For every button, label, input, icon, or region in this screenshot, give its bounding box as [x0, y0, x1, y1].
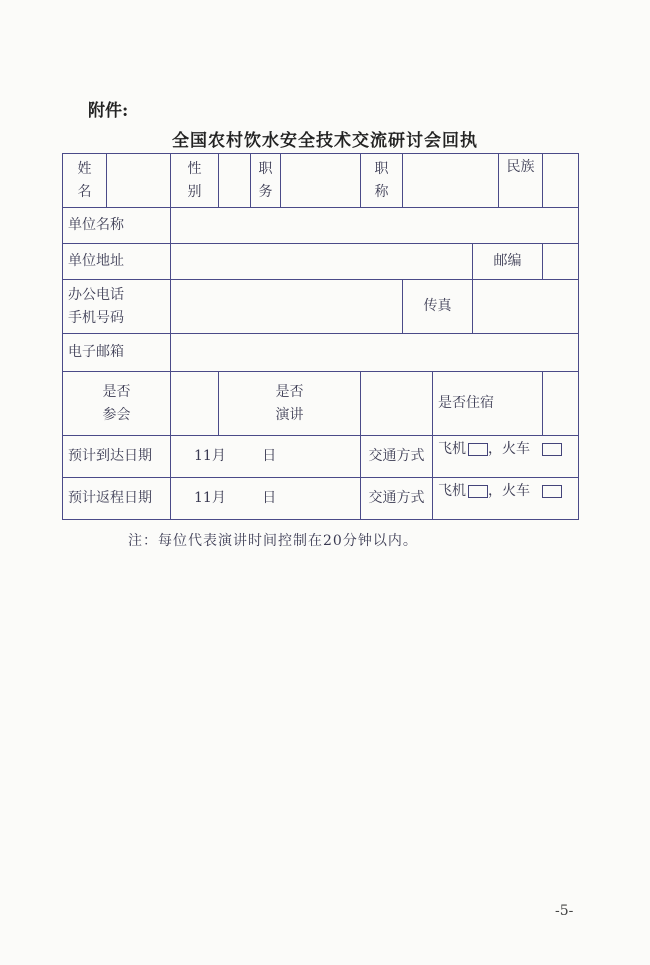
- title-label: 职 称: [361, 154, 403, 208]
- return-date-label: 预计返程日期: [63, 478, 171, 520]
- org-address-field[interactable]: [171, 244, 473, 280]
- return-transport-field: [433, 478, 579, 520]
- arrival-transport-field: [433, 436, 579, 478]
- accommodation-field[interactable]: [543, 372, 579, 436]
- fax-field[interactable]: [473, 280, 579, 334]
- org-name-label: 单位名称: [63, 208, 171, 244]
- postcode-field[interactable]: [543, 244, 579, 280]
- return-train-label: ，火车: [488, 483, 530, 499]
- footnote: 注：每位代表演讲时间控制在20分钟以内。: [128, 533, 418, 549]
- arrival-transport-label: 交通方式: [361, 436, 433, 478]
- attend-field[interactable]: [171, 372, 219, 436]
- name-label: 姓 名: [63, 154, 107, 208]
- position-label: 职 务: [251, 154, 281, 208]
- org-name-field[interactable]: [171, 208, 579, 244]
- fax-label: 传真: [403, 280, 473, 334]
- phone-field[interactable]: [171, 280, 403, 334]
- org-address-label: 单位地址: [63, 244, 171, 280]
- arrival-train-label: ，火车: [488, 441, 530, 457]
- speech-field[interactable]: [361, 372, 433, 436]
- page-number: -5-: [555, 903, 574, 919]
- gender-label: 性 别: [171, 154, 219, 208]
- return-plane-label: 飞机: [438, 483, 466, 499]
- return-plane-checkbox[interactable]: [468, 485, 488, 498]
- gender-field[interactable]: [219, 154, 251, 208]
- ethnicity-field[interactable]: [543, 154, 579, 208]
- arrival-date-label: 预计到达日期: [63, 436, 171, 478]
- arrival-day: 日: [262, 448, 277, 465]
- attend-label: 是否 参会: [63, 372, 171, 436]
- return-date-field[interactable]: [171, 478, 361, 520]
- return-month: 11月: [194, 490, 226, 507]
- arrival-plane-label: 飞机: [438, 441, 466, 457]
- return-transport-label: 交通方式: [361, 478, 433, 520]
- accommodation-label: 是否住宿: [433, 372, 543, 436]
- arrival-plane-checkbox[interactable]: [468, 443, 488, 456]
- page-title: 全国农村饮水安全技术交流研讨会回执: [172, 131, 478, 151]
- arrival-month: 11月: [194, 448, 226, 465]
- arrival-date-field[interactable]: [171, 436, 361, 478]
- phone-label: 办公电话 手机号码: [63, 280, 171, 334]
- arrival-train-checkbox[interactable]: [542, 443, 562, 456]
- email-label: 电子邮箱: [63, 334, 171, 372]
- title-field[interactable]: [403, 154, 499, 208]
- annex-label: 附件:: [88, 101, 129, 121]
- ethnicity-label: 民族: [499, 154, 543, 208]
- email-field[interactable]: [171, 334, 579, 372]
- postcode-label: 邮编: [473, 244, 543, 280]
- return-day: 日: [262, 490, 277, 507]
- position-field[interactable]: [281, 154, 361, 208]
- name-field[interactable]: [107, 154, 171, 208]
- speech-label: 是否 演讲: [219, 372, 361, 436]
- registration-form: [62, 153, 579, 520]
- return-train-checkbox[interactable]: [542, 485, 562, 498]
